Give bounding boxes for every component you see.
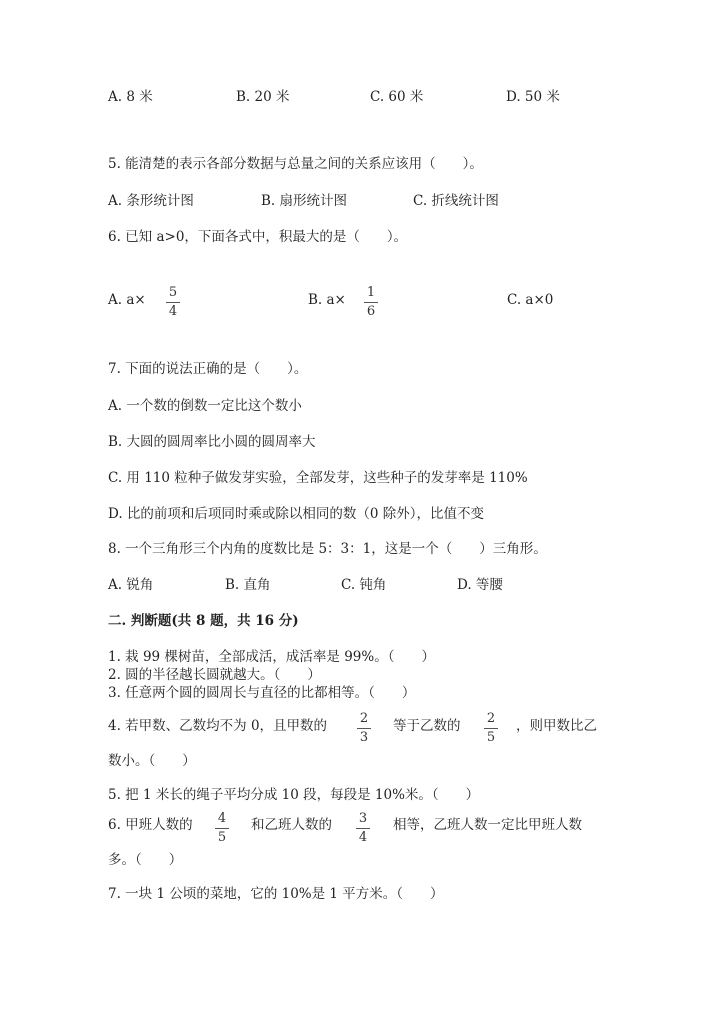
judgment-item-6-part2: 和乙班人数的 <box>251 817 332 833</box>
fraction-bar <box>364 302 378 303</box>
judgment-item-6-fraction-2 <box>356 811 370 845</box>
q4-option-b: B. 20 米 <box>236 89 290 105</box>
fraction-numerator: 4 <box>217 811 227 826</box>
judgment-item-4-part1: 4. 若甲数、乙数均不为 0，且甲数的 <box>108 718 328 734</box>
judgment-item-4-part4: 数小。（ ） <box>108 753 196 769</box>
judgment-item-4-part3: ，则甲数比乙 <box>516 718 597 734</box>
q8-question: 8. 一个三角形三个内角的度数比是 5：3：1，这是一个（ ）三角形。 <box>108 541 547 557</box>
q4-option-c: C. 60 米 <box>370 89 424 105</box>
judgment-item-2: 2. 圆的半径越长圆就越大。（ ） <box>108 667 321 683</box>
judgment-item-1: 1. 栽 99 棵树苗，全部成活，成活率是 99%。（ ） <box>108 649 435 665</box>
q7-option-c: C. 用 110 粒种子做发芽实验，全部发芽，这些种子的发芽率是 110% <box>108 470 528 486</box>
q7-option-a: A. 一个数的倒数一定比这个数小 <box>108 398 302 414</box>
q8-option-b: B. 直角 <box>225 577 271 593</box>
fraction-denominator: 4 <box>358 830 368 845</box>
q4-option-d: D. 50 米 <box>506 89 560 105</box>
q7-question: 7. 下面的说法正确的是（ ）。 <box>108 361 308 377</box>
fraction-denominator: 5 <box>486 730 496 745</box>
fraction-numerator: 5 <box>168 285 178 300</box>
judgment-item-7: 7. 一块 1 公顷的菜地，它的 10%是 1 平方米。（ ） <box>108 886 444 902</box>
q6-option-c: C. a×0 <box>507 292 554 308</box>
section-heading: 二. 判断题(共 8 题，共 16 分) <box>108 613 299 629</box>
fraction-numerator: 2 <box>486 711 496 726</box>
fraction-denominator: 6 <box>366 304 376 319</box>
q5-option-a: A. 条形统计图 <box>108 193 194 209</box>
fraction-numerator: 3 <box>358 811 368 826</box>
fraction-bar <box>215 828 229 829</box>
judgment-item-4-fraction-1 <box>357 711 371 745</box>
q5-option-b: B. 扇形统计图 <box>261 193 348 209</box>
fraction-bar <box>166 302 180 303</box>
q7-option-d: D. 比的前项和后项同时乘或除以相同的数（0 除外），比值不变 <box>108 506 485 522</box>
judgment-item-6-part4: 多。（ ） <box>108 852 183 868</box>
fraction-denominator: 3 <box>359 730 369 745</box>
fraction-denominator: 5 <box>217 830 227 845</box>
judgment-item-4-fraction-2 <box>484 711 498 745</box>
q8-option-a: A. 锐角 <box>108 577 154 593</box>
fraction-bar <box>356 828 370 829</box>
q8-option-c: C. 钝角 <box>341 577 387 593</box>
q6-option-b: B. a× <box>308 292 346 308</box>
q6-option-a: A. a× <box>108 292 146 308</box>
q5-option-c: C. 折线统计图 <box>413 193 499 209</box>
judgment-item-6-part1: 6. 甲班人数的 <box>108 817 193 833</box>
q4-option-a: A. 8 米 <box>108 89 153 105</box>
q7-option-b: B. 大圆的圆周率比小圆的圆周率大 <box>108 434 316 450</box>
fraction-denominator: 4 <box>168 304 178 319</box>
fraction-numerator: 2 <box>359 711 369 726</box>
q6-option-a-fraction <box>166 285 180 319</box>
q8-option-d: D. 等腰 <box>457 577 503 593</box>
fraction-numerator: 1 <box>366 285 376 300</box>
q5-question: 5. 能清楚的表示各部分数据与总量之间的关系应该用（ ）。 <box>108 156 483 172</box>
q6-question: 6. 已知 a>0，下面各式中，积最大的是（ ）。 <box>108 229 408 245</box>
judgment-item-6-fraction-1 <box>215 811 229 845</box>
fraction-bar <box>357 728 371 729</box>
q6-option-b-fraction <box>364 285 378 319</box>
judgment-item-6-part3: 相等，乙班人数一定比甲班人数 <box>393 817 582 833</box>
judgment-item-5: 5. 把 1 米长的绳子平均分成 10 段，每段是 10%米。（ ） <box>108 787 480 803</box>
fraction-bar <box>484 728 498 729</box>
judgment-item-3: 3. 任意两个圆的圆周长与直径的比都相等。（ ） <box>108 685 416 701</box>
judgment-item-4-part2: 等于乙数的 <box>393 718 461 734</box>
